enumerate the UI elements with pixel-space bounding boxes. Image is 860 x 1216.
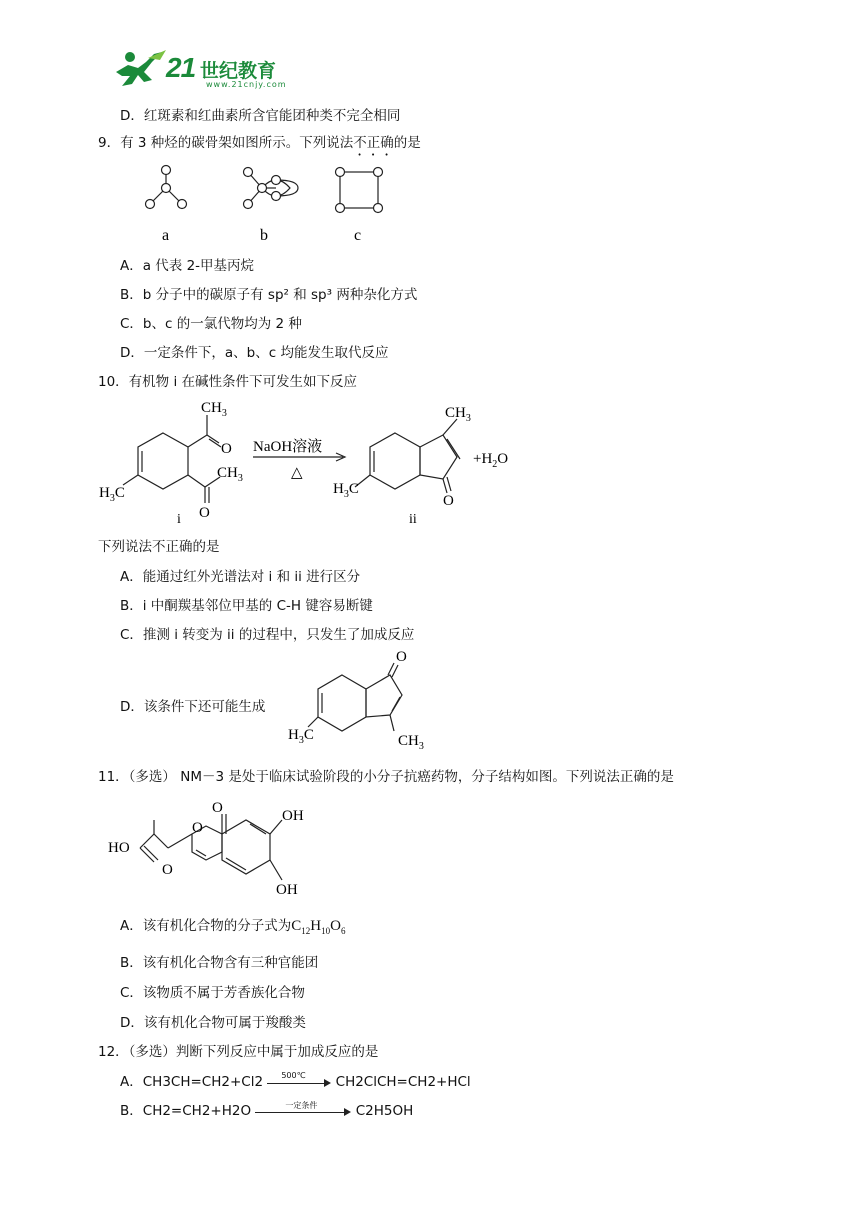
runner-icon xyxy=(108,48,168,90)
q12-option-b xyxy=(120,1099,413,1119)
q9-skeleton-figure xyxy=(130,160,390,250)
logo-number: 21 xyxy=(166,52,196,83)
q9-label-a: a xyxy=(162,227,170,244)
q10-h2o: $+H_2O$ xyxy=(473,451,509,470)
q12-b-condition: 一定条件 xyxy=(285,1101,318,1110)
q11-acid-o: O xyxy=(162,862,173,878)
q10-ii-h3c: $H_3C$ xyxy=(333,481,359,500)
q10-reagent: NaOH溶液 xyxy=(253,439,323,455)
q11-option-d: D．该有机化合物可属于羧酸类 xyxy=(120,1015,306,1031)
q8-option-d: D．红斑素和红曲素所含官能团种类不完全相同 xyxy=(120,108,401,124)
q10-sub-stem: 下列说法不正确的是 xyxy=(98,539,220,555)
q10-ii-o: O xyxy=(443,493,454,509)
q11-option-b: B．该有机化合物含有三种官能团 xyxy=(120,955,319,971)
q9-option-b: B．b 分子中的碳原子有 sp² 和 sp³ 两种杂化方式 xyxy=(120,287,418,303)
logo-chinese: 世纪教育 xyxy=(200,60,277,82)
q12-b-right: C2H5OH xyxy=(355,1103,414,1119)
q11-formula: $C_{12}H_{10}O_6$ xyxy=(291,918,346,936)
q11-ring-o: O xyxy=(192,820,203,836)
q10-reaction-figure xyxy=(95,395,535,530)
q9-stem xyxy=(98,131,421,159)
q10-d-h3c: $H_3C$ xyxy=(288,727,314,746)
q10-i-ch3-right: $CH_3$ xyxy=(217,465,243,484)
q10-option-d-structure xyxy=(282,645,442,760)
q12-b-left: B．CH2=CH2+H2O xyxy=(120,1103,252,1119)
q10-i-o-top: O xyxy=(221,441,232,457)
q9-stem-pre: 9．有 3 种烃的碳骨架如图所示。下列说法 xyxy=(98,135,354,151)
q11-option-a xyxy=(120,914,345,936)
q10-option-b: B．i 中酮羰基邻位甲基的 C-H 键容易断键 xyxy=(120,598,373,614)
q12-option-a xyxy=(120,1070,471,1090)
q9-label-c: c xyxy=(354,227,362,244)
q10-i-o-bottom: O xyxy=(199,505,210,521)
q11-oh-top: OH xyxy=(282,808,304,824)
q10-label-i: i xyxy=(177,512,181,527)
q10-ii-ch3: $CH_3$ xyxy=(445,405,471,424)
q9-option-a: A．a 代表 2-甲基丙烷 xyxy=(120,258,255,274)
q10-label-ii: ii xyxy=(409,512,417,527)
q11-oh-bottom: OH xyxy=(276,882,298,898)
q10-d-ch3: $CH_3$ xyxy=(398,733,424,752)
q11-carbonyl-o: O xyxy=(212,800,223,816)
q12-a-right: CH2ClCH=CH2+HCl xyxy=(335,1074,471,1090)
site-logo xyxy=(108,48,288,90)
q10-d-o: O xyxy=(396,649,407,665)
q9-stem-post: 的是 xyxy=(393,135,421,151)
q11-structure-figure xyxy=(100,790,320,900)
q12-a-left: A．CH3CH=CH2+Cl2 xyxy=(120,1074,264,1090)
q11-option-c: C．该物质不属于芳香族化合物 xyxy=(120,985,305,1001)
q10-stem: 10．有机物 i 在碱性条件下可发生如下反应 xyxy=(98,374,358,390)
logo-url: www.21cnjy.com xyxy=(206,80,287,89)
q10-option-a: A．能通过红外光谱法对 i 和 ii 进行区分 xyxy=(120,569,361,585)
q12-a-condition: 500℃ xyxy=(281,1071,306,1080)
q10-i-ch3-top: $CH_3$ xyxy=(201,400,227,419)
q12-a-arrow xyxy=(267,1071,331,1089)
q9-option-c: C．b、c 的一氯代物均为 2 种 xyxy=(120,316,302,332)
q11-stem: 11．（多选） NM－3 是处于临床试验阶段的小分子抗癌药物，分子结构如图。下列说法正确的是 xyxy=(98,769,674,785)
q9-label-b: b xyxy=(260,227,268,244)
q11-option-a-text: A．该有机化合物的分子式为 xyxy=(120,918,292,934)
q10-option-d: D．该条件下还可能生成 xyxy=(120,699,266,715)
q10-i-h3c: $H_3C$ xyxy=(99,485,125,504)
q9-option-d: D．一定条件下，a、b、c 均能发生取代反应 xyxy=(120,345,389,361)
q10-option-c: C．推测 i 转变为 ii 的过程中，只发生了加成反应 xyxy=(120,627,415,643)
q12-stem: 12．（多选）判断下列反应中属于加成反应的是 xyxy=(98,1044,379,1060)
q10-heat: △ xyxy=(291,465,303,481)
q11-ho: HO xyxy=(108,840,130,856)
q9-stem-emphasis: 不正确 xyxy=(353,135,394,151)
q12-b-arrow xyxy=(255,1101,351,1118)
